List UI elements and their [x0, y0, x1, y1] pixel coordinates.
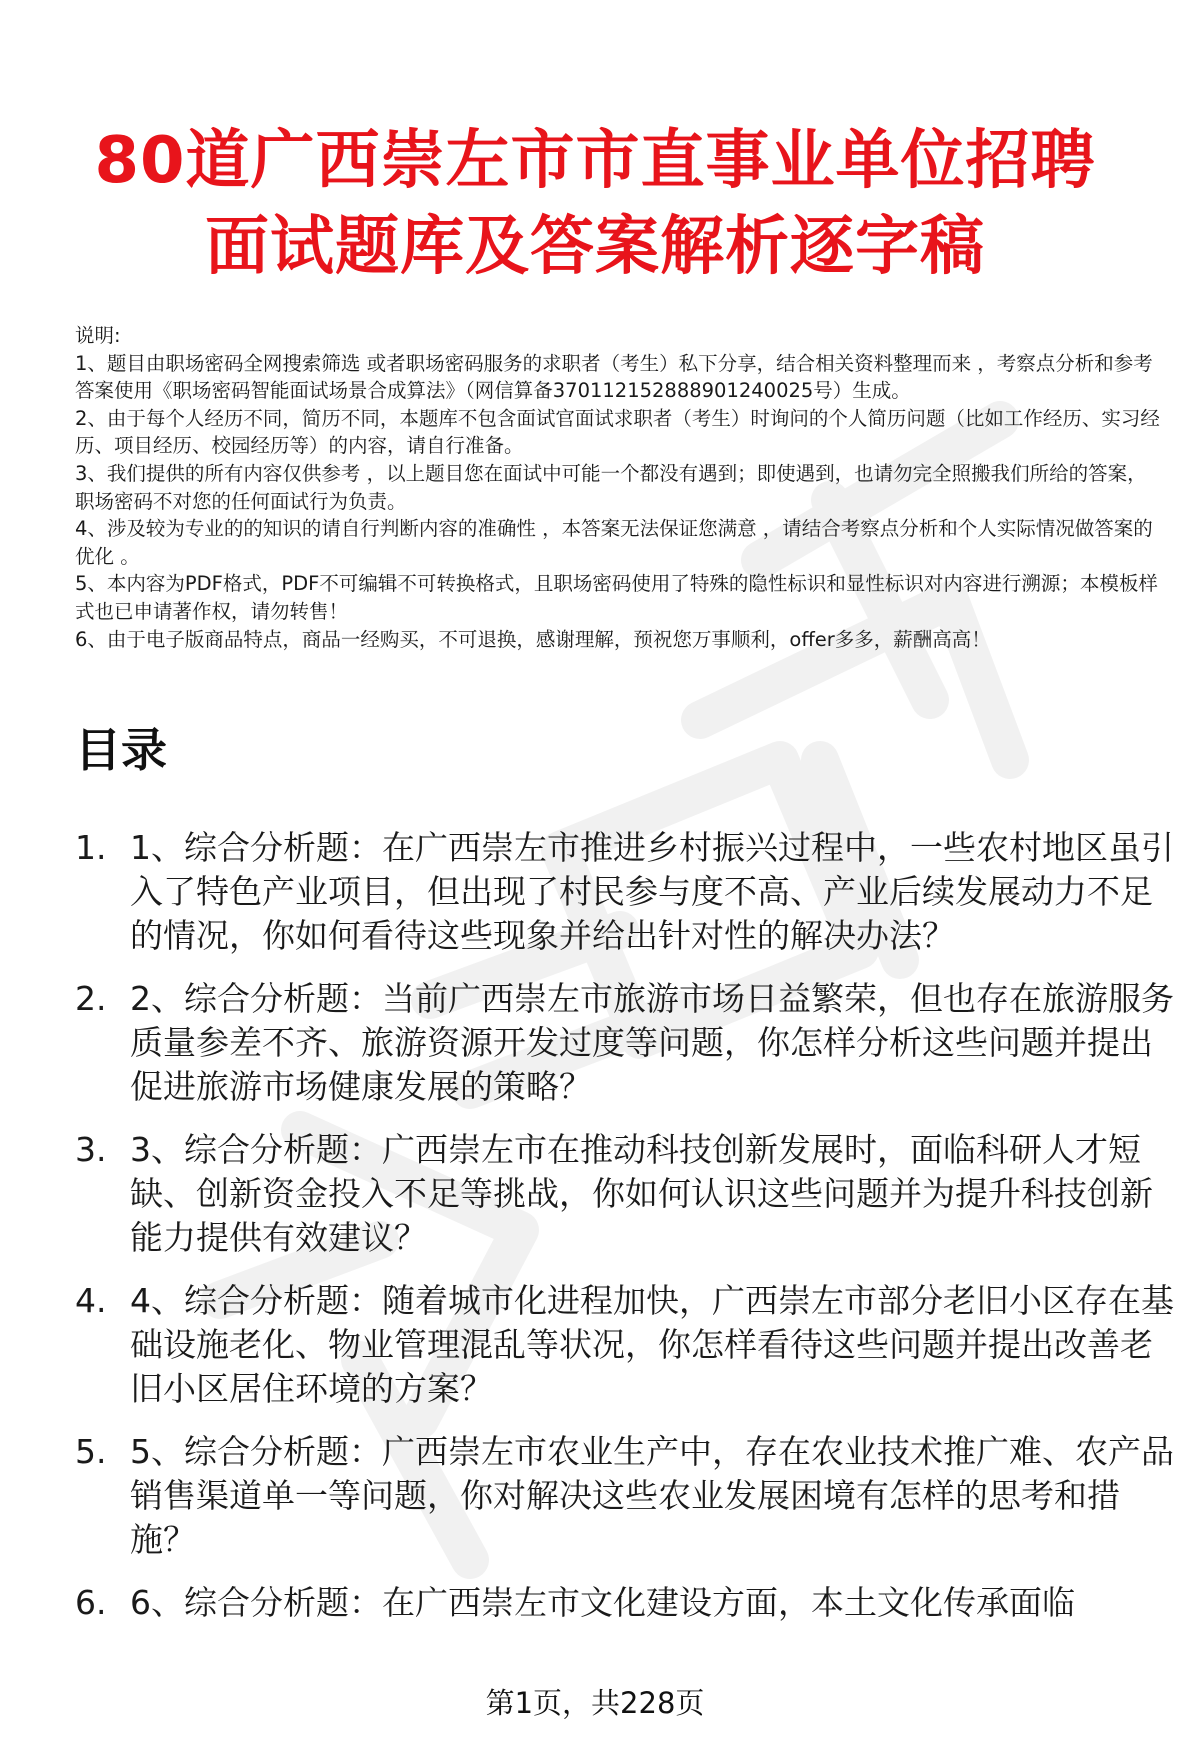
note-item: 3、我们提供的所有内容仅供参考 ，以上题目您在面试中可能一个都没有遇到；即使遇到，也请勿完全照搬我们所给的答案，职场密码不对您的任何面试行为负责。 — [75, 461, 1147, 513]
toc-item-number: 6. — [75, 1583, 107, 1622]
toc-heading: 目录 — [75, 723, 167, 777]
page-footer: 第1页，共228页 — [485, 1686, 705, 1720]
note-item: 1、题目由职场密码全网搜索筛选 或者职场密码服务的求职者（考生）私下分享，结合相关资料整理而来 ，考察点分析和参考答案使用《职场密码智能面试场景合成算法》（网信算备370112152888901240025号）生成。 — [75, 351, 1153, 403]
toc-item-text: 2、综合分析题：当前广西崇左市旅游市场日益繁荣，但也存在旅游服务质量参差不齐、旅游资源开发过度等问题，你怎样分析这些问题并提出促进旅游市场健康发展的策略？ — [130, 979, 1174, 1106]
toc-item-text: 4、综合分析题：随着城市化进程加快，广西崇左市部分老旧小区存在基础设施老化、物业管理混乱等状况，你怎样看待这些问题并提出改善老旧小区居住环境的方案？ — [130, 1281, 1174, 1408]
document-title — [0, 118, 1190, 290]
title-line-2: 面试题库及答案解析逐字稿 — [205, 210, 985, 284]
note-item: 5、本内容为PDF格式，PDF不可编辑不可转换格式，且职场密码使用了特殊的隐性标识和显性标识对内容进行溯源；本模板样式也已申请著作权，请勿转售！ — [75, 572, 1158, 623]
notes-heading: 说明: — [75, 324, 121, 347]
toc-item-number: 2. — [75, 979, 107, 1018]
toc-item-text: 5、综合分析题：广西崇左市农业生产中，存在农业技术推广难、农产品销售渠道单一等问题，你对解决这些农业发展困境有怎样的思考和措施？ — [130, 1432, 1174, 1559]
toc-item-text: 1、综合分析题：在广西崇左市推进乡村振兴过程中，一些农村地区虽引入了特色产业项目，但出现了村民参与度不高、产业后续发展动力不足的情况，你如何看待这些现象并给出针对性的解决办法？ — [130, 828, 1174, 955]
toc-item[interactable] — [75, 1430, 1175, 1562]
toc-item-number: 1. — [75, 828, 107, 867]
toc-item-number: 3. — [75, 1130, 107, 1169]
toc-item[interactable] — [75, 826, 1175, 958]
note-item: 2、由于每个人经历不同，简历不同，本题库不包含面试官面试求职者（考生）时询问的个人简历问题（比如工作经历、实习经历、项目经历、校园经历等）的内容，请自行准备。 — [75, 406, 1160, 458]
instructions-block — [75, 322, 1165, 653]
toc-item[interactable] — [75, 977, 1175, 1109]
toc-item-text: 3、综合分析题：广西崇左市在推动科技创新发展时，面临科研人才短缺、创新资金投入不足等挑战，你如何认识这些问题并为提升科技创新能力提供有效建议？ — [130, 1130, 1153, 1257]
note-item: 4、涉及较为专业的的知识的请自行判断内容的准确性 ，本答案无法保证您满意 ，请结合考察点分析和个人实际情况做答案的优化 。 — [75, 517, 1153, 568]
table-of-contents — [75, 826, 1175, 1644]
toc-item[interactable] — [75, 1128, 1175, 1260]
toc-item[interactable] — [75, 1279, 1175, 1411]
title-line-1: 80道广西崇左市市直事业单位招聘 — [94, 124, 1096, 198]
note-item: 6、由于电子版商品特点，商品一经购买，不可退换，感谢理解，预祝您万事顺利，offer多多，薪酬高高！ — [75, 627, 991, 651]
toc-item-text: 6、综合分析题：在广西崇左市文化建设方面，本土文化传承面临 — [130, 1583, 1075, 1622]
toc-item-number: 5. — [75, 1432, 107, 1471]
toc-item[interactable] — [75, 1581, 1175, 1625]
toc-item-number: 4. — [75, 1281, 107, 1320]
